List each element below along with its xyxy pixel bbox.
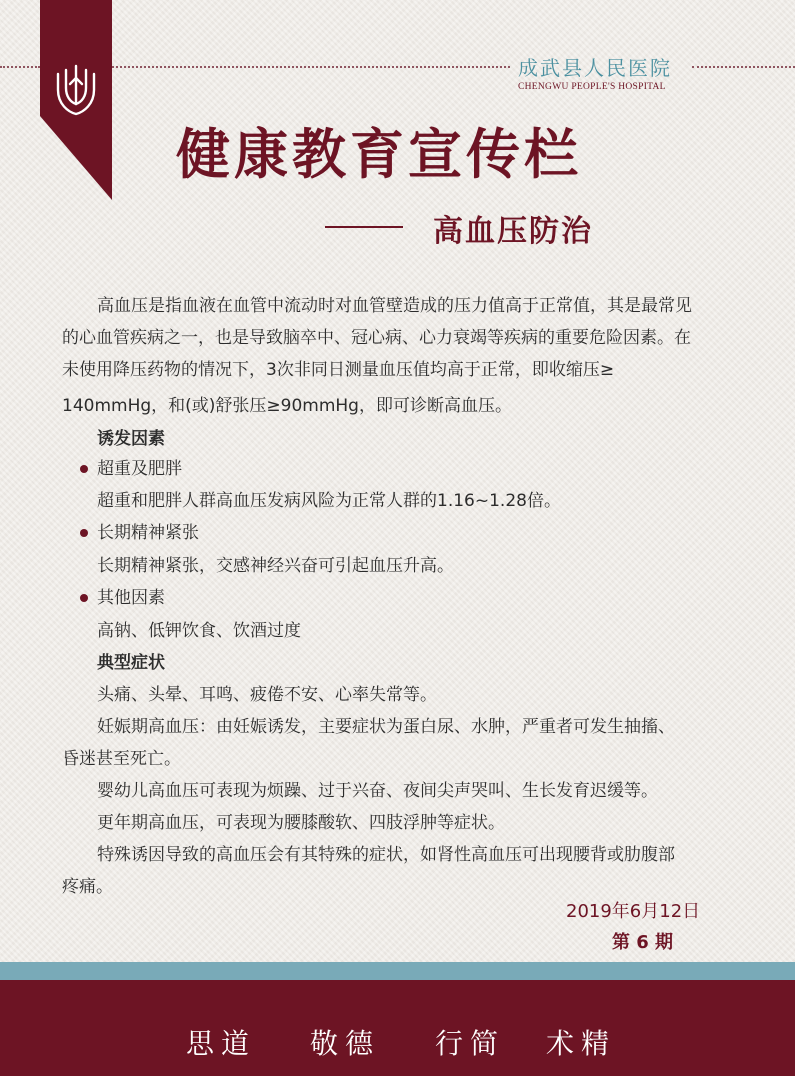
symptom-line: 头痛、头晕、耳鸣、疲倦不安、心率失常等。 (97, 685, 437, 705)
footer-band (0, 980, 795, 1076)
symptom-line: 妊娠期高血压：由妊娠诱发，主要症状为蛋白尿、水肿，严重者可发生抽搐、 (97, 717, 675, 737)
intro-line: 的心血管疾病之一，也是导致脑卒中、冠心病、心力衰竭等疾病的重要危险因素。在 (62, 328, 691, 348)
header-dotted-line-middle (112, 66, 510, 68)
motto-word: 敬德 (310, 1027, 381, 1060)
motto-word: 行简 (435, 1027, 506, 1060)
cause-text: 高钠、低钾饮食、饮酒过度 (97, 621, 301, 641)
bullet-icon (80, 465, 88, 473)
page-title: 健康教育宣传栏 (176, 123, 582, 186)
header-dotted-line-left (0, 66, 40, 68)
cause-text: 长期精神紧张，交感神经兴奋可引起血压升高。 (97, 556, 454, 576)
cause-text: 超重和肥胖人群高血压发病风险为正常人群的1.16~1.28倍。 (97, 491, 561, 511)
header-dotted-line-right (692, 66, 795, 68)
symptom-line: 婴幼儿高血压可表现为烦躁、过于兴奋、夜间尖声哭叫、生长发育迟缓等。 (97, 781, 658, 801)
cause-title: 超重及肥胖 (97, 459, 182, 479)
symptoms-heading: 典型症状 (97, 653, 165, 673)
bullet-icon (80, 529, 88, 537)
hospital-logo-icon (52, 64, 100, 120)
intro-line: 未使用降压药物的情况下，3次非同日测量血压值均高于正常，即收缩压≥ (62, 360, 615, 380)
publish-date: 2019年6月12日 (566, 901, 701, 922)
causes-heading: 诱发因素 (97, 429, 165, 449)
bullet-icon (80, 594, 88, 602)
cause-title: 其他因素 (97, 588, 165, 608)
motto-word: 思道 (186, 1027, 257, 1060)
page-subtitle: 高血压防治 (433, 214, 593, 249)
hospital-name-en: CHENGWU PEOPLE'S HOSPITAL (518, 82, 666, 92)
hospital-name-cn: 成武县人民医院 (518, 56, 672, 80)
symptom-line: 特殊诱因导致的高血压会有其特殊的症状，如肾性高血压可出现腰背或肋腹部 (97, 845, 675, 865)
footer-accent-band (0, 962, 795, 980)
intro-line: 高血压是指血液在血管中流动时对血管壁造成的压力值高于正常值，其是最常见 (97, 296, 692, 316)
intro-line: 140mmHg，和(或)舒张压≥90mmHg，即可诊断高血压。 (62, 396, 512, 416)
issue-number: 第 6 期 (612, 932, 674, 953)
symptom-line: 疼痛。 (62, 877, 113, 897)
motto-word: 术精 (546, 1027, 617, 1060)
symptom-line: 昏迷甚至死亡。 (62, 749, 181, 769)
cause-title: 长期精神紧张 (97, 523, 199, 543)
symptom-line: 更年期高血压，可表现为腰膝酸软、四肢浮肿等症状。 (97, 813, 505, 833)
subtitle-dash (325, 226, 403, 228)
